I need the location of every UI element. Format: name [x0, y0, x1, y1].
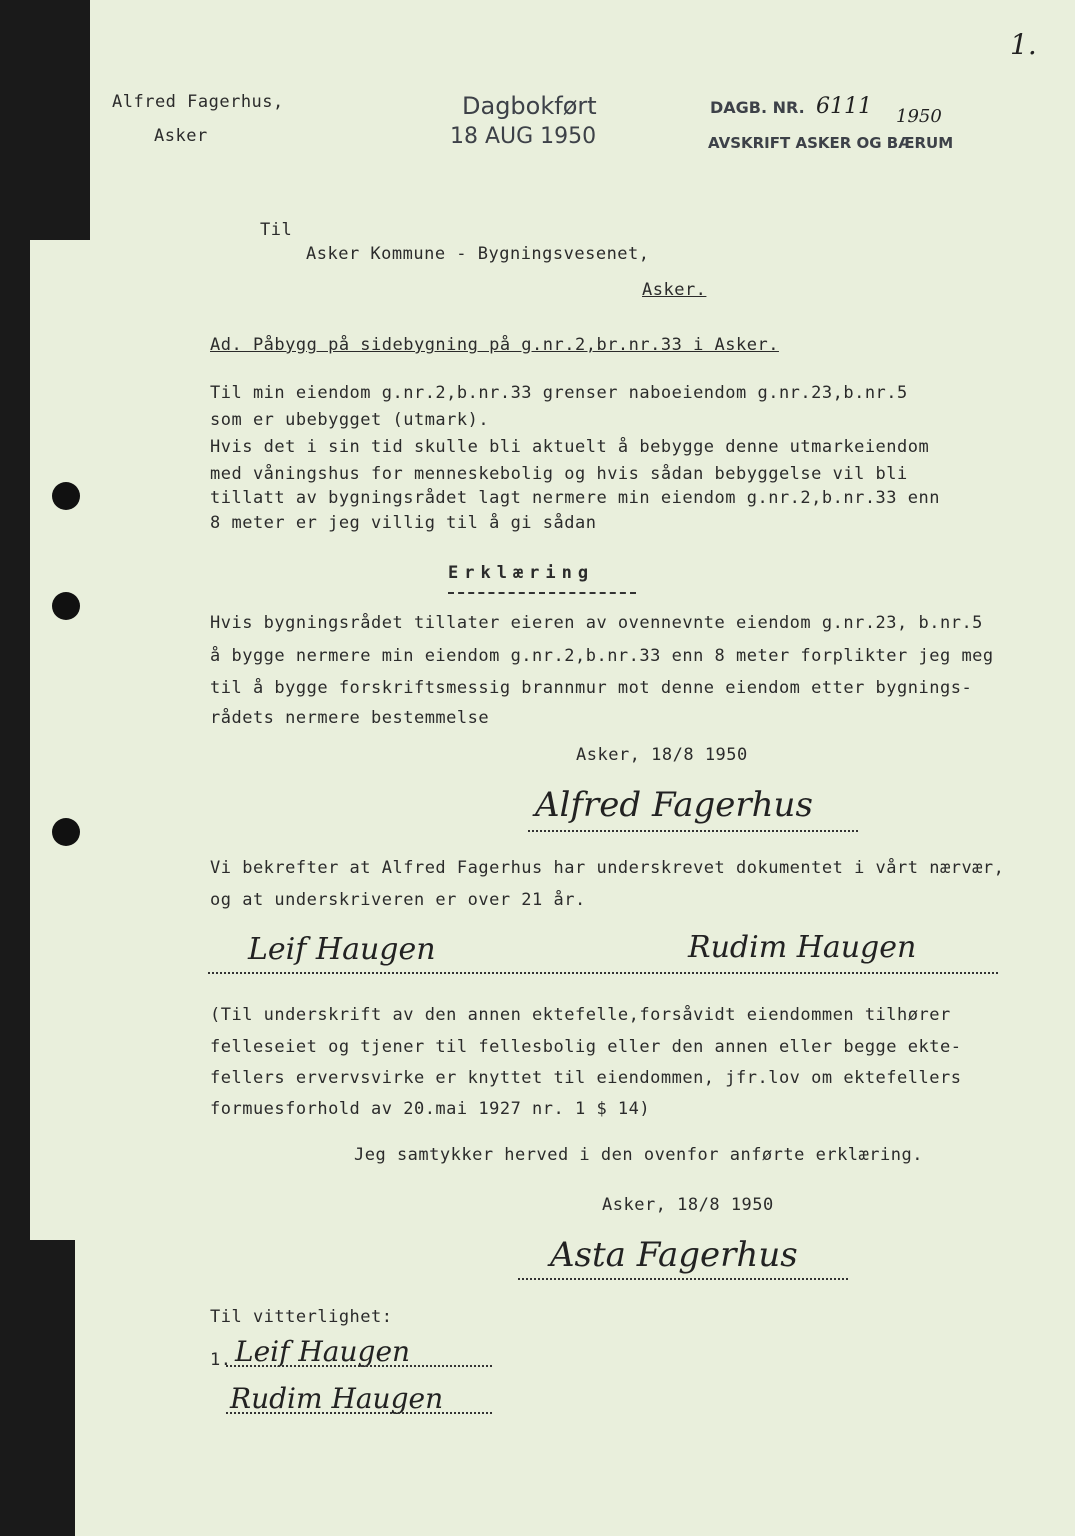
attest-label: Til vitterlighet:: [210, 1307, 393, 1327]
signature-alfred: Alfred Fagerhus: [535, 785, 813, 825]
diary-stamp-title: Dagbokført: [462, 92, 597, 120]
signature-line: [528, 830, 858, 832]
subject-line: Ad. Påbygg på sidebygning på g.nr.2,br.nr.33 i Asker.: [210, 335, 779, 355]
signature-asta: Asta Fagerhus: [550, 1235, 798, 1275]
declaration-heading: Erklæring: [448, 563, 595, 583]
diary-stamp-date: 18 AUG 1950: [450, 124, 597, 149]
witness-signature-2: Rudim Haugen: [688, 930, 917, 965]
transcript-stamp: AVSKRIFT ASKER OG BÆRUM: [708, 134, 954, 152]
document-page: [30, 0, 1075, 1536]
sender-place: Asker: [154, 126, 208, 146]
page-number: 1.: [1010, 28, 1037, 61]
body-line: Hvis det i sin tid skulle bli aktuelt å bebygge denne utmarkeiendom: [210, 437, 930, 457]
witness-line: Vi bekrefter at Alfred Fagerhus har underskrevet dokumentet i vårt nærvær,: [210, 858, 1005, 878]
body-line: Til min eiendom g.nr.2,b.nr.33 grenser naboeiendom g.nr.23,b.nr.5: [210, 383, 908, 403]
recipient-name: Asker Kommune - Bygningsvesenet,: [306, 244, 650, 264]
torn-edge-top: [30, 0, 90, 240]
recipient-to: Til: [260, 220, 293, 240]
declaration-line: å bygge nermere min eiendom g.nr.2,b.nr.33 enn 8 meter forplikter jeg meg: [210, 646, 994, 666]
attest-signature-line: [226, 1365, 492, 1367]
attest-signature-2: Rudim Haugen: [230, 1382, 444, 1415]
spouse-note-line: felleseiet og tjener til fellesbolig eller den annen eller begge ekte-: [210, 1037, 962, 1057]
body-line: tillatt av bygningsrådet lagt nermere min eiendom g.nr.2,b.nr.33 enn: [210, 488, 940, 508]
body-line: med våningshus for menneskebolig og hvis sådan bebyggelse vil bli: [210, 464, 908, 484]
declaration-line: til å bygge forskriftsmessig brannmur mot denne eiendom etter bygnings-: [210, 678, 973, 698]
attest-signature-1: Leif Haugen: [235, 1335, 411, 1368]
place-date: Asker, 18/8 1950: [602, 1195, 774, 1215]
body-line: 8 meter er jeg villig til å gi sådan: [210, 513, 597, 533]
diary-year: 1950: [896, 106, 942, 127]
witness-signature-1: Leif Haugen: [248, 932, 436, 967]
consent-line: Jeg samtykker herved i den ovenfor anførte erklæring.: [354, 1145, 923, 1165]
witness-signature-line: [208, 972, 998, 974]
spouse-note-line: formuesforhold av 20.mai 1927 nr. 1 $ 14): [210, 1099, 651, 1119]
punch-hole-icon: [52, 482, 80, 510]
spouse-note-line: (Til underskrift av den annen ektefelle,forsåvidt eiendommen tilhører: [210, 1005, 951, 1025]
signature-line: [518, 1278, 848, 1280]
attest-number: 1.: [210, 1350, 232, 1370]
body-line: som er ubebygget (utmark).: [210, 410, 490, 430]
punch-hole-icon: [52, 592, 80, 620]
recipient-place: Asker.: [642, 280, 707, 300]
place-date: Asker, 18/8 1950: [576, 745, 748, 765]
heading-rule: [448, 592, 636, 594]
diary-number: 6111: [816, 94, 872, 119]
diary-number-label: DAGB. NR.: [710, 98, 805, 117]
declaration-line: Hvis bygningsrådet tillater eieren av ovennevnte eiendom g.nr.23, b.nr.5: [210, 613, 983, 633]
attest-signature-line: [226, 1412, 492, 1414]
torn-edge-bottom: [30, 1240, 75, 1536]
sender-name: Alfred Fagerhus,: [112, 92, 284, 112]
punch-hole-icon: [52, 818, 80, 846]
spouse-note-line: fellers ervervsvirke er knyttet til eiendommen, jfr.lov om ektefellers: [210, 1068, 962, 1088]
witness-line: og at underskriveren er over 21 år.: [210, 890, 586, 910]
declaration-line: rådets nermere bestemmelse: [210, 708, 490, 728]
